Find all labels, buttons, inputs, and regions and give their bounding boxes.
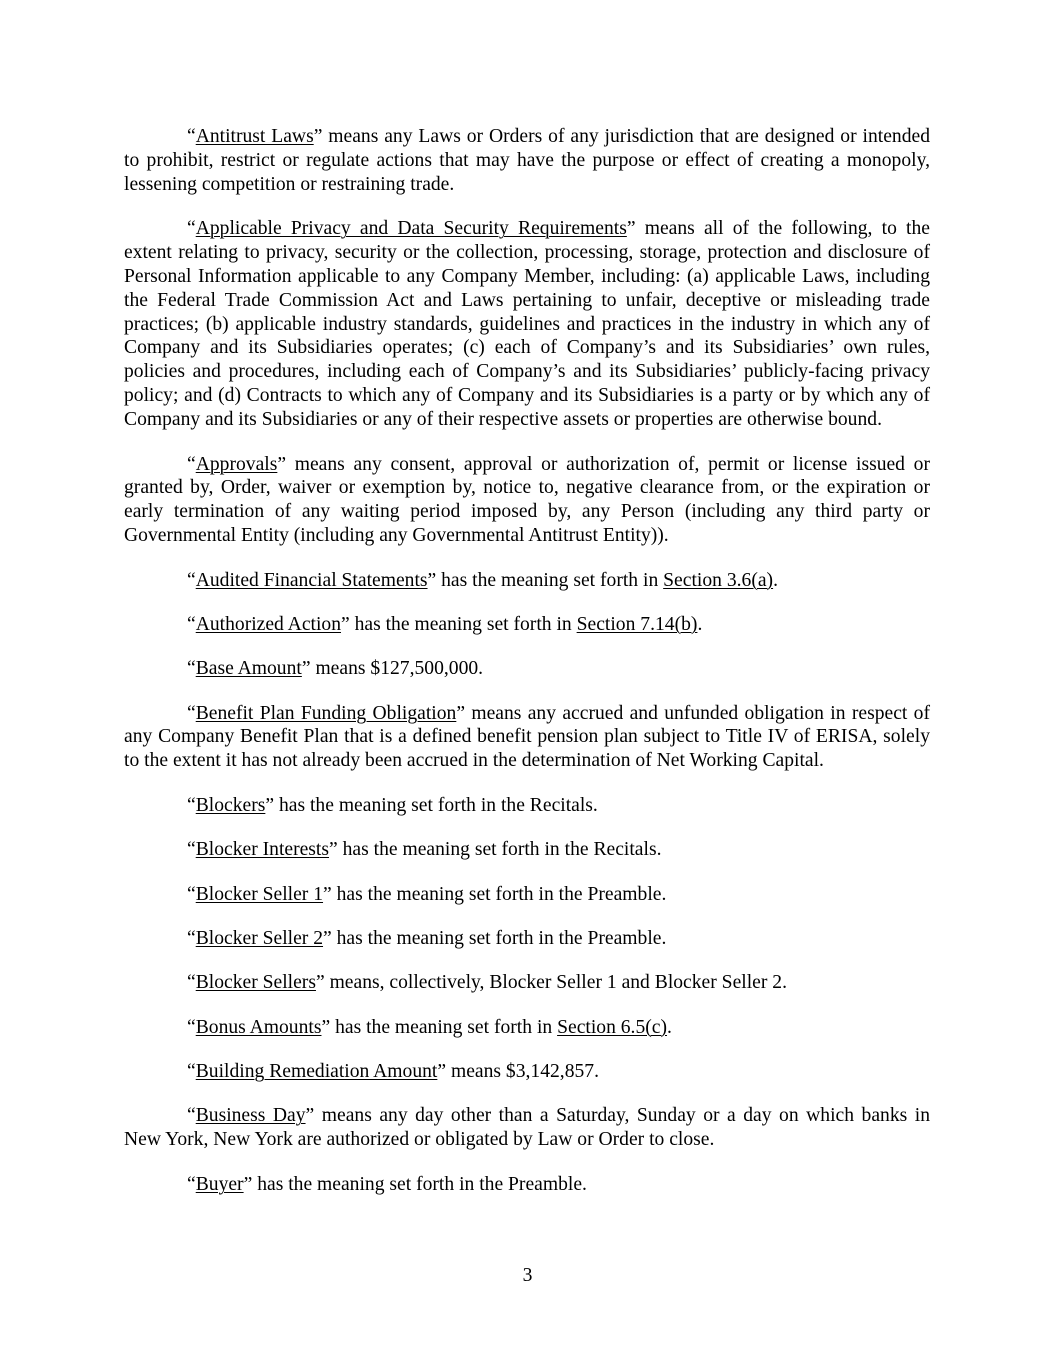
definition-blocker-seller-1: “Blocker Seller 1” has the meaning set forth in the Preamble.	[187, 883, 667, 905]
defined-term: Authorized Action	[195, 614, 341, 636]
definition-text: means, collectively, Blocker Seller 1 and Blocker Seller 2.	[324, 972, 787, 994]
definition-buyer: “Buyer” has the meaning set forth in the Preamble.	[187, 1173, 587, 1195]
definition-text: means all of the following, to the extent relating to privacy, security or the collection, processing, storage, protection and disclosure of Personal Information applicable to any Company Member, including: (a) applicable Laws, including the Federal Trade Commission Act and Laws pertaining to unfair, deceptive or misleading trade practices; (b) applicable industry standards, guidelines and practices in the industry in which any of Company and its Subsidiaries operates; (c) each of Company’s and its Subsidiaries’ own rules, policies and procedures, including each of Company’s and its Subsidiaries’ publicly-facing privacy policy; and (d) Contracts to which any of Company and its Subsidiaries is a party or by which any of Company and its Subsidiaries or any of their respective assets or properties are otherwise bound.	[124, 218, 930, 430]
definition-business-day: “Business Day” means any day other than a Saturday, Sunday or a day on which banks in New York, New York are authorized or obligated by Law or Order to close.	[124, 1105, 930, 1150]
definition-text: has the meaning set forth in	[436, 569, 664, 591]
definition-text: has the meaning set forth in	[330, 1016, 558, 1038]
definitions-list	[124, 125, 930, 1217]
defined-term: Blocker Seller 1	[195, 883, 324, 905]
definition-text: has the meaning set forth in the Recitals.	[274, 795, 598, 817]
definition-blockers: “Blockers” has the meaning set forth in the Recitals.	[187, 795, 598, 817]
definition-text: means $3,142,857.	[446, 1060, 599, 1082]
definition-text: has the meaning set forth in the Preamble.	[331, 927, 667, 949]
definition-text: has the meaning set forth in the Preamble.	[252, 1173, 587, 1195]
defined-term: Base Amount	[195, 658, 302, 680]
defined-term: Blocker Sellers	[195, 972, 316, 994]
definition-audited-financial-statements: “Audited Financial Statements” has the meaning set forth in Section 3.6(a).	[187, 569, 778, 591]
defined-term: Approvals	[195, 453, 278, 475]
defined-term: Audited Financial Statements	[195, 569, 428, 591]
definition-text: means any day other than a Saturday, Sunday or a day on which banks in New York, New York are authorized or obligated by Law or Order to close.	[124, 1105, 930, 1150]
defined-term: Buyer	[195, 1173, 244, 1195]
definition-blocker-sellers: “Blocker Sellers” means, collectively, Blocker Seller 1 and Blocker Seller 2.	[187, 972, 787, 994]
definition-text: has the meaning set forth in the Preamble.	[331, 883, 667, 905]
page-number: 3	[522, 1265, 533, 1286]
definition-authorized-action: “Authorized Action” has the meaning set forth in Section 7.14(b).	[187, 614, 703, 636]
definition-text: means any accrued and unfunded obligation in respect of any Company Benefit Plan that is a defined benefit pension plan subject to Title IV of ERISA, solely to the extent it has not already been accrued in the determination of Net Working Capital.	[124, 702, 930, 772]
defined-term: Blocker Seller 2	[195, 927, 324, 949]
section-reference: Section 6.5(c)	[557, 1016, 668, 1038]
definition-applicable-privacy: “Applicable Privacy and Data Security Requirements” means all of the following, to the extent relating to privacy, security or the collection, processing, storage, protection and disclosure of Personal Information applicable to any Company Member, including: (a) applicable Laws, including the Federal Trade Commission Act and Laws pertaining to unfair, deceptive or misleading trade practices; (b) applicable industry standards, guidelines and practices in the industry in which any of Company and its Subsidiaries operates; (c) each of Company’s and its Subsidiaries’ own rules, policies and procedures, including each of Company’s and its Subsidiaries’ publicly-facing privacy policy; and (d) Contracts to which any of Company and its Subsidiaries is a party or by which any of Company and its Subsidiaries or any of their respective assets or properties are otherwise bound.	[124, 218, 930, 430]
definition-text: means any Laws or Orders of any jurisdiction that are designed or intended to prohibit, restrict or regulate actions that may have the purpose or effect of creating a monopoly, lessening competition or restraining trade.	[124, 126, 930, 195]
definition-end: .	[697, 614, 703, 636]
defined-term: Blockers	[195, 795, 266, 817]
section-reference: Section 7.14(b)	[576, 614, 698, 636]
definition-building-remediation-amount: “Building Remediation Amount” means $3,142,857.	[187, 1060, 599, 1082]
defined-term: Antitrust Laws	[195, 126, 314, 147]
definition-text: means $127,500,000.	[310, 658, 484, 680]
definition-end: .	[773, 569, 778, 591]
definition-blocker-interests: “Blocker Interests” has the meaning set forth in the Recitals.	[187, 839, 662, 861]
definition-text: means any consent, approval or authorization of, permit or license issued or granted by, Order, waiver or exemption by, notice to, negative clearance from, or the expiration or early termination of any waiting period imposed by, any Person (including any third party or Governmental Entity (including any Governmental Antitrust Entity)).	[124, 453, 930, 546]
definition-benefit-plan-funding-obligation: “Benefit Plan Funding Obligation” means any accrued and unfunded obligation in respect of any Company Benefit Plan that is a defined benefit pension plan subject to Title IV of ERISA, solely to the extent it has not already been accrued in the determination of Net Working Capital.	[124, 702, 930, 772]
defined-term: Business Day	[195, 1105, 306, 1127]
definition-blocker-seller-2: “Blocker Seller 2” has the meaning set forth in the Preamble.	[187, 927, 667, 949]
section-reference: Section 3.6(a)	[663, 569, 774, 591]
definition-antitrust-laws: “Antitrust Laws” means any Laws or Orders of any jurisdiction that are designed or intended to prohibit, restrict or regulate actions that may have the purpose or effect of creating a monopoly, lessening competition or restraining trade.	[124, 126, 930, 195]
definition-end: .	[667, 1016, 672, 1038]
definition-text: has the meaning set forth in the Recitals.	[337, 839, 662, 861]
defined-term: Applicable Privacy and Data Security Requirements	[195, 218, 627, 240]
defined-term: Benefit Plan Funding Obligation	[195, 702, 457, 724]
definition-text: has the meaning set forth in	[349, 614, 577, 636]
definition-bonus-amounts: “Bonus Amounts” has the meaning set forth in Section 6.5(c).	[187, 1016, 672, 1038]
defined-term: Building Remediation Amount	[195, 1060, 438, 1082]
defined-term: Blocker Interests	[195, 839, 330, 861]
defined-term: Bonus Amounts	[195, 1016, 322, 1038]
definition-approvals: “Approvals” means any consent, approval or authorization of, permit or license issued or granted by, Order, waiver or exemption by, notice to, negative clearance from, or the expiration or early termination of any waiting period imposed by, any Person (including any third party or Governmental Entity (including any Governmental Antitrust Entity)).	[124, 453, 930, 546]
definition-base-amount: “Base Amount” means $127,500,000.	[187, 658, 484, 680]
